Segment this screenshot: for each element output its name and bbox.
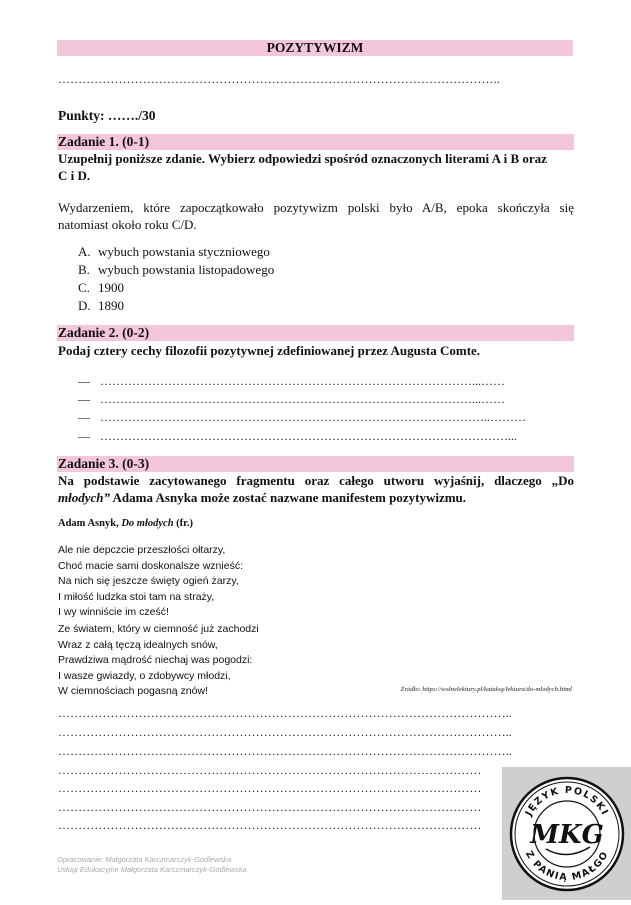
task3-answer-line[interactable]: …………………………………………………………………………………………… [58,763,482,777]
poem-line: Ale nie depczcie przeszłości ołtarzy, [58,544,226,556]
option-letter: C. [78,280,90,295]
poem-stanza-2 [58,622,259,700]
task3-instruction-line1: Na podstawie zacytowanego fragmentu oraz całego utworu wyjaśnij, dlaczego „Do [58,473,574,488]
option-letter: B. [78,262,90,277]
poem-line: I wasze gwiazdy, o zdobywcy młodzi, [58,669,231,682]
footer [57,855,247,875]
page-title: POZYTYWIZM [57,40,573,56]
task2-instruction: Podaj cztery cechy filozofii pozytywnej zdefiniowanej przez Augusta Comte. [58,343,481,358]
logo-top-text: JĘZYK POLSKI [523,784,611,818]
answer-dots: …………………………………………………………………………………...…… [100,374,505,388]
task2-heading: Zadanie 2. (0-2) [57,325,574,341]
name-answer-line[interactable]: ……………………………………………………………………………………………….. [58,72,500,86]
poem-line: I wy winniście im cześć! [58,606,169,618]
logo-stamp-icon [502,767,631,900]
option-letter: D. [78,298,91,313]
answer-dots: …………………………………………………………………………………...…… [100,392,505,406]
answer-dots: …………………………………………………………………………………………... [100,429,517,443]
poem-line: Na nich się jeszcze święty ogień żarzy, [58,575,239,587]
footer-author: Opracowanie: Małgorzata Karczmarczyk-Godlewska [57,855,232,864]
work-title-em: młodych” [58,490,110,505]
poem-line: I miłość ludzka stoi tam na straży, [58,590,215,603]
option-text: 1890 [98,298,124,313]
task1-heading: Zadanie 1. (0-1) [57,134,574,150]
task2-answer-line[interactable]: — …………………………………………………………………………………...…… [78,374,505,388]
task3-instruction [58,472,574,506]
task1-instruction-line2: C i D. [58,168,91,183]
logo-bottom-text: Z PANIĄ MAŁGO [522,849,612,884]
logo [502,767,631,900]
option-text: wybuch powstania styczniowego [98,244,270,259]
poem-fragment-mark: (fr.) [173,518,193,529]
task2-answer-line[interactable]: — …………………………………………………………………………………………... [78,429,517,443]
answer-dots: ……………………………………………………………………………………..……… [100,410,526,424]
poem-author: Adam Asnyk, [58,518,122,529]
footer-company: Usługi Edukacyjne Małgorzata Karczmarczyk-Godlewska [57,865,247,874]
task1-instruction-line1: Uzupełnij poniższe zdanie. Wybierz odpowiedzi spośród oznaczonych literami A i B oraz [58,151,547,166]
task3-answer-line[interactable]: …………………………………………………………………………………………… [58,781,482,795]
task1-sentence-line2: natomiast około roku C/D. [58,217,197,232]
task3-heading: Zadanie 3. (0-3) [57,456,574,472]
task3-answer-line[interactable]: ………………………………………………………………………………………………….. [58,725,512,739]
option-c[interactable] [78,279,274,297]
option-text: wybuch powstania listopadowego [98,262,275,277]
task3-answer-line[interactable]: …………………………………………………………………………………………… [58,800,482,814]
task2-answer-line[interactable]: — ……………………………………………………………………………………..……… [78,410,526,424]
task1-options [78,243,274,315]
task2-answer-line[interactable]: — …………………………………………………………………………………...…… [78,392,505,406]
poem-line: Wraz z całą tęczą idealnych snów, [58,638,218,651]
task3-instruction-line2 [58,489,574,506]
task1-instruction [58,150,574,184]
task3-answer-line[interactable]: ………………………………………………………………………………………………….. [58,706,512,720]
source-citation: Źródło: https://wolnelektury.pl/katalog/lektura/do-mlodych.html [400,686,572,693]
poem-stanza-1 [58,543,243,621]
task1-sentence-line1: Wydarzeniem, które zapoczątkowało pozytywizm polski było A/B, epoka skończyła się [58,200,574,215]
option-b[interactable] [78,261,274,279]
logo-monogram: MKG [530,820,604,850]
poem-attribution [58,518,193,529]
option-letter: A. [78,244,91,259]
option-d[interactable] [78,297,274,315]
option-a[interactable] [78,243,274,261]
poem-line: W ciemnościach pogasną znów! [58,685,208,697]
poem-line: Choć macie sami doskonalsze wznieść: [58,559,243,572]
poem-line: Ze światem, który w ciemność już zachodzi [58,623,259,635]
task3-answer-line[interactable]: …………………………………………………………………………………………… [58,818,482,832]
task1-sentence [58,199,574,233]
poem-line: Prawdziwa mądrość niechaj was pogodzi: [58,654,253,666]
option-text: 1900 [98,280,124,295]
instruction-rest: Adama Asnyka może zostać nazwane manifestem pozytywizmu. [110,490,467,505]
task3-answer-line[interactable]: ………………………………………………………………………………………………….. [58,744,512,758]
points-label: Punkty: ……./30 [58,108,156,123]
poem-title: Do młodych [121,518,174,529]
